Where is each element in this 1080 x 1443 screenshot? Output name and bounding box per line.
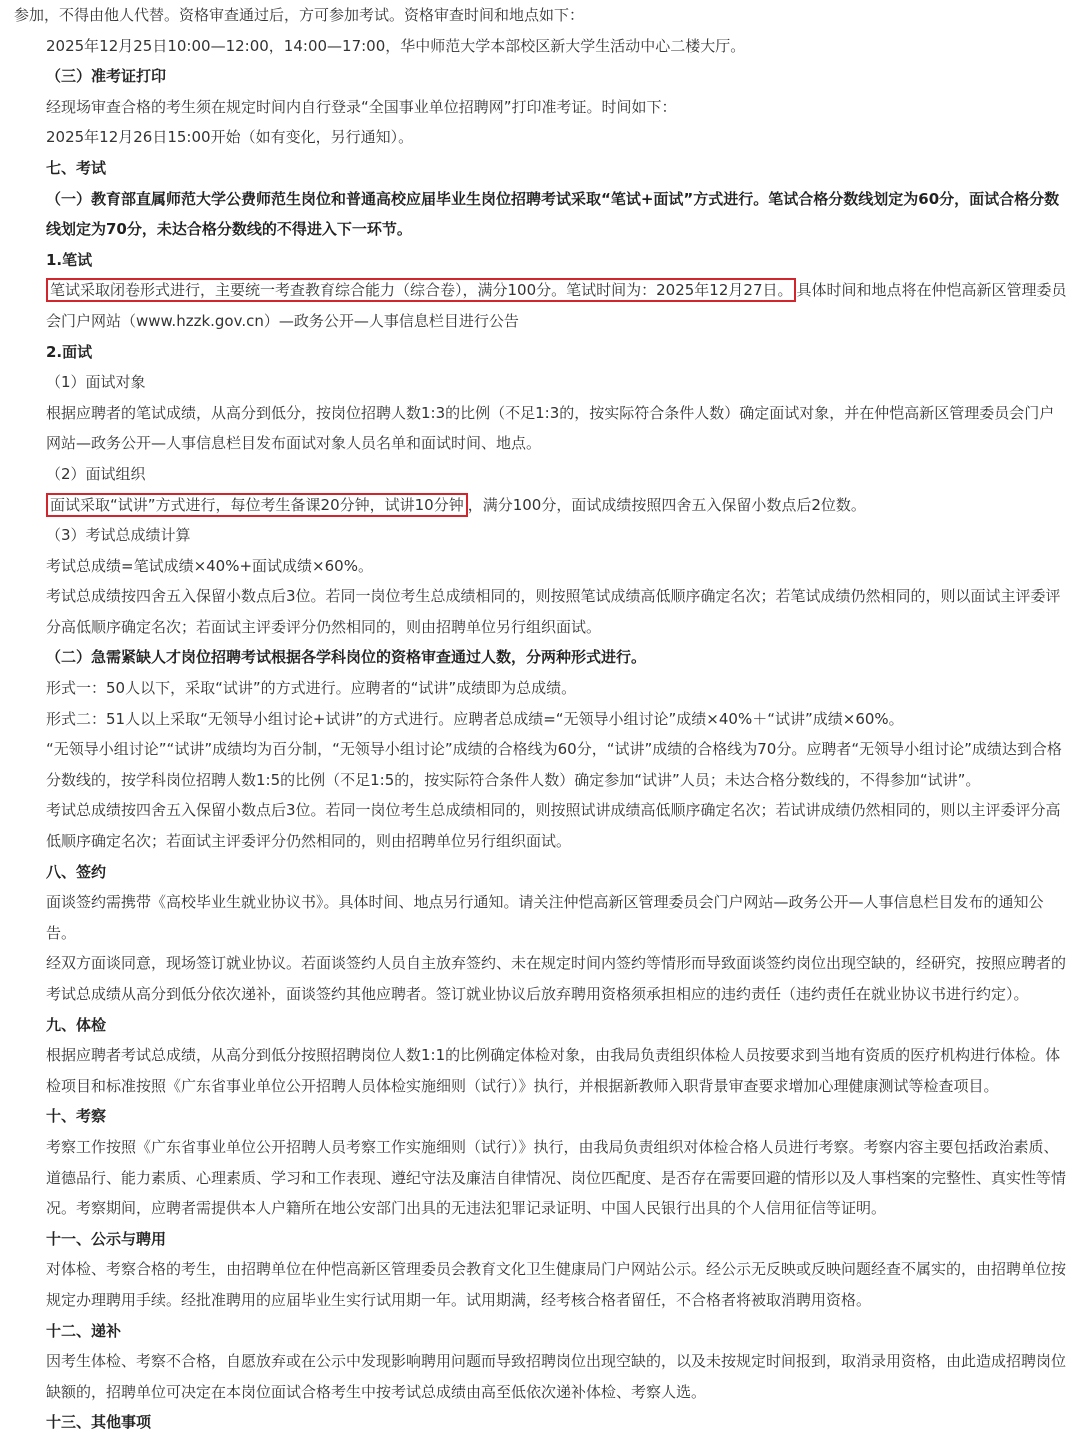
item-heading: 2.面试 [46,342,93,361]
paragraph-text: 考试总成绩=笔试成绩×40%+面试成绩×60%。 [46,556,373,575]
paragraph-text: 对体检、考察合格的考生，由招聘单位在仲恺高新区管理委员会教育文化卫生健康局门户网站公示。经公示无反映或反映问题经查不属实的，由招聘单位按规定办理聘用手续。经批准聘用的应届毕业生实行试用期一年。试用期满，经考核合格者留任，不合格者将被取消聘用资格。 [46,1260,1067,1309]
paragraph-text-rest: ，满分100分，面试成绩按照四舍五入保留小数点后2位数。 [467,495,866,514]
item-subheading: （2）面试组织 [46,464,146,483]
paragraph-text: 因考生体检、考察不合格，自愿放弃或在公示中发现影响聘用问题而导致招聘岗位出现空缺的，以及未按规定时间报到，取消录用资格，由此造成招聘岗位缺额的，招聘单位可决定在本岗位面试合格考生中按考试总成绩由高至低依次递补体检、考察人选。 [46,1352,1067,1401]
paragraph-text: 2025年12月26日15:00开始（如有变化，另行通知）。 [46,128,414,147]
section-heading: 十一、公示与聘用 [46,1229,167,1248]
paragraph-text: 根据应聘者考试总成绩，从高分到低分按照招聘岗位人数1:1的比例确定体检对象，由我局负责组织体检人员按要求到当地有资质的医疗机构进行体检。体检项目和标准按照《广东省事业单位公开招聘人员体检实施细则（试行）》执行，并根据新教师入职背景审查要求增加心理健康测试等检查项目。 [46,1046,1061,1095]
section-heading: 十三、其他事项 [46,1413,152,1432]
highlighted-text: 笔试采取闭卷形式进行，主要统一考查教育综合能力（综合卷），满分100分。笔试时间为：2025年12月27日。 [46,278,796,302]
paragraph-text: 形式一：50人以下，采取“试讲”的方式进行。应聘者的“试讲”成绩即为总成绩。 [46,679,577,698]
paragraph-text: 根据应聘者的笔试成绩，从高分到低分，按岗位招聘人数1:3的比例（不足1:3的，按实际符合条件人数）确定面试对象，并在仲恺高新区管理委员会门户网站—政务公开—人事信息栏目发布面试对象人员名单和面试时间、地点。 [46,403,1055,453]
item-subheading: （1）面试对象 [46,373,146,392]
section-heading: 七、考试 [46,158,107,177]
paragraph-text: 形式二：51人以上采取“无领导小组讨论+试讲”的方式进行。应聘者总成绩=“无领导小组讨论”成绩×40%＋“试讲”成绩×60%。 [46,709,904,728]
paragraph-text: 参加，不得由他人代替。资格审查通过后，方可参加考试。资格审查时间和地点如下： [14,6,585,24]
item-subheading: （3）考试总成绩计算 [46,526,191,545]
section-heading: 十、考察 [46,1107,107,1126]
paragraph-text: “无领导小组讨论”“试讲”成绩均为百分制，“无领导小组讨论”成绩的合格线为60分，“试讲”成绩的合格线为70分。应聘者“无领导小组讨论”成绩达到合格分数线的，按学科岗位招聘人数1:5的比例（不足1:5的，按实际符合条件人数）确定参加“试讲”人员；未达合格分数线的，不得参加“试讲”。 [46,740,1062,789]
paragraph-text: 考试总成绩按四舍五入保留小数点后3位。若同一岗位考生总成绩相同的，则按照试讲成绩高低顺序确定名次；若试讲成绩仍然相同的，则以主评委评分高低顺序确定名次；若面试主评委评分仍然相同的，则由招聘单位另行组织面试。 [46,801,1061,851]
paragraph-text: 经双方面谈同意，现场签订就业协议。若面谈签约人员自主放弃签约、未在规定时间内签约等情形而导致面谈签约岗位出现空缺的，经研究，按照应聘者的考试总成绩从高分到低分依次递补，面谈签约其他应聘者。签订就业协议后放弃聘用资格须承担相应的违约责任（违约责任在就业协议书进行约定）。 [46,954,1067,1003]
section-heading: 八、签约 [46,862,107,881]
section-subheading: （一）教育部直属师范大学公费师范生岗位和普通高校应届毕业生岗位招聘考试采取“笔试+面试”方式进行。笔试合格分数线划定为60分，面试合格分数线划定为70分，未达合格分数线的不得进入下一环节。 [46,189,1060,239]
section-subheading: （二）急需紧缺人才岗位招聘考试根据各学科岗位的资格审查通过人数，分两种形式进行。 [46,648,647,667]
paragraph-text: 考试总成绩按四舍五入保留小数点后3位。若同一岗位考生总成绩相同的，则按照笔试成绩高低顺序确定名次；若笔试成绩仍然相同的，则以面试主评委评分高低顺序确定名次；若面试主评委评分仍然相同的，则由招聘单位另行组织面试。 [46,587,1061,636]
paragraph-text: 2025年12月25日10:00—12:00，14:00—17:00，华中师范大学本部校区新大学生活动中心二楼大厅。 [46,36,746,55]
paragraph-text: 经现场审查合格的考生须在规定时间内自行登录“全国事业单位招聘网”打印准考证。时间如下： [46,97,677,116]
section-heading: 十二、递补 [46,1321,122,1340]
highlighted-text: 面试采取“试讲”方式进行，每位考生备课20分钟，试讲10分钟 [46,493,468,517]
paragraph-text [14,490,1068,521]
paragraph-text-rest: 具体时间和地点将在仲恺高新区管理委员会门户网站（www.hzzk.gov.cn）—政务公开—人事信息栏目进行公告 [46,281,1067,330]
section-heading: 九、体检 [46,1015,107,1034]
paragraph-text: 面谈签约需携带《高校毕业生就业协议书》。具体时间、地点另行通知。请关注仲恺高新区管理委员会门户网站—政务公开—人事信息栏目发布的通知公告。 [46,893,1044,942]
paragraph-text: 考察工作按照《广东省事业单位公开招聘人员考察工作实施细则（试行）》执行，由我局负责组织对体检合格人员进行考察。考察内容主要包括政治素质、道德品行、能力素质、心理素质、学习和工作表现、遵纪守法及廉洁自律情况、岗位匹配度、是否存在需要回避的情形以及人事档案的完整性、真实性等情况。考察期间，应聘者需提供本人户籍所在地公安部门出具的无违法犯罪记录证明、中国人民银行出具的个人信用征信等证明。 [46,1137,1067,1218]
item-heading: 1.笔试 [46,250,93,269]
section-subheading: （三）准考证打印 [46,67,167,86]
paragraph-text [14,275,1068,336]
